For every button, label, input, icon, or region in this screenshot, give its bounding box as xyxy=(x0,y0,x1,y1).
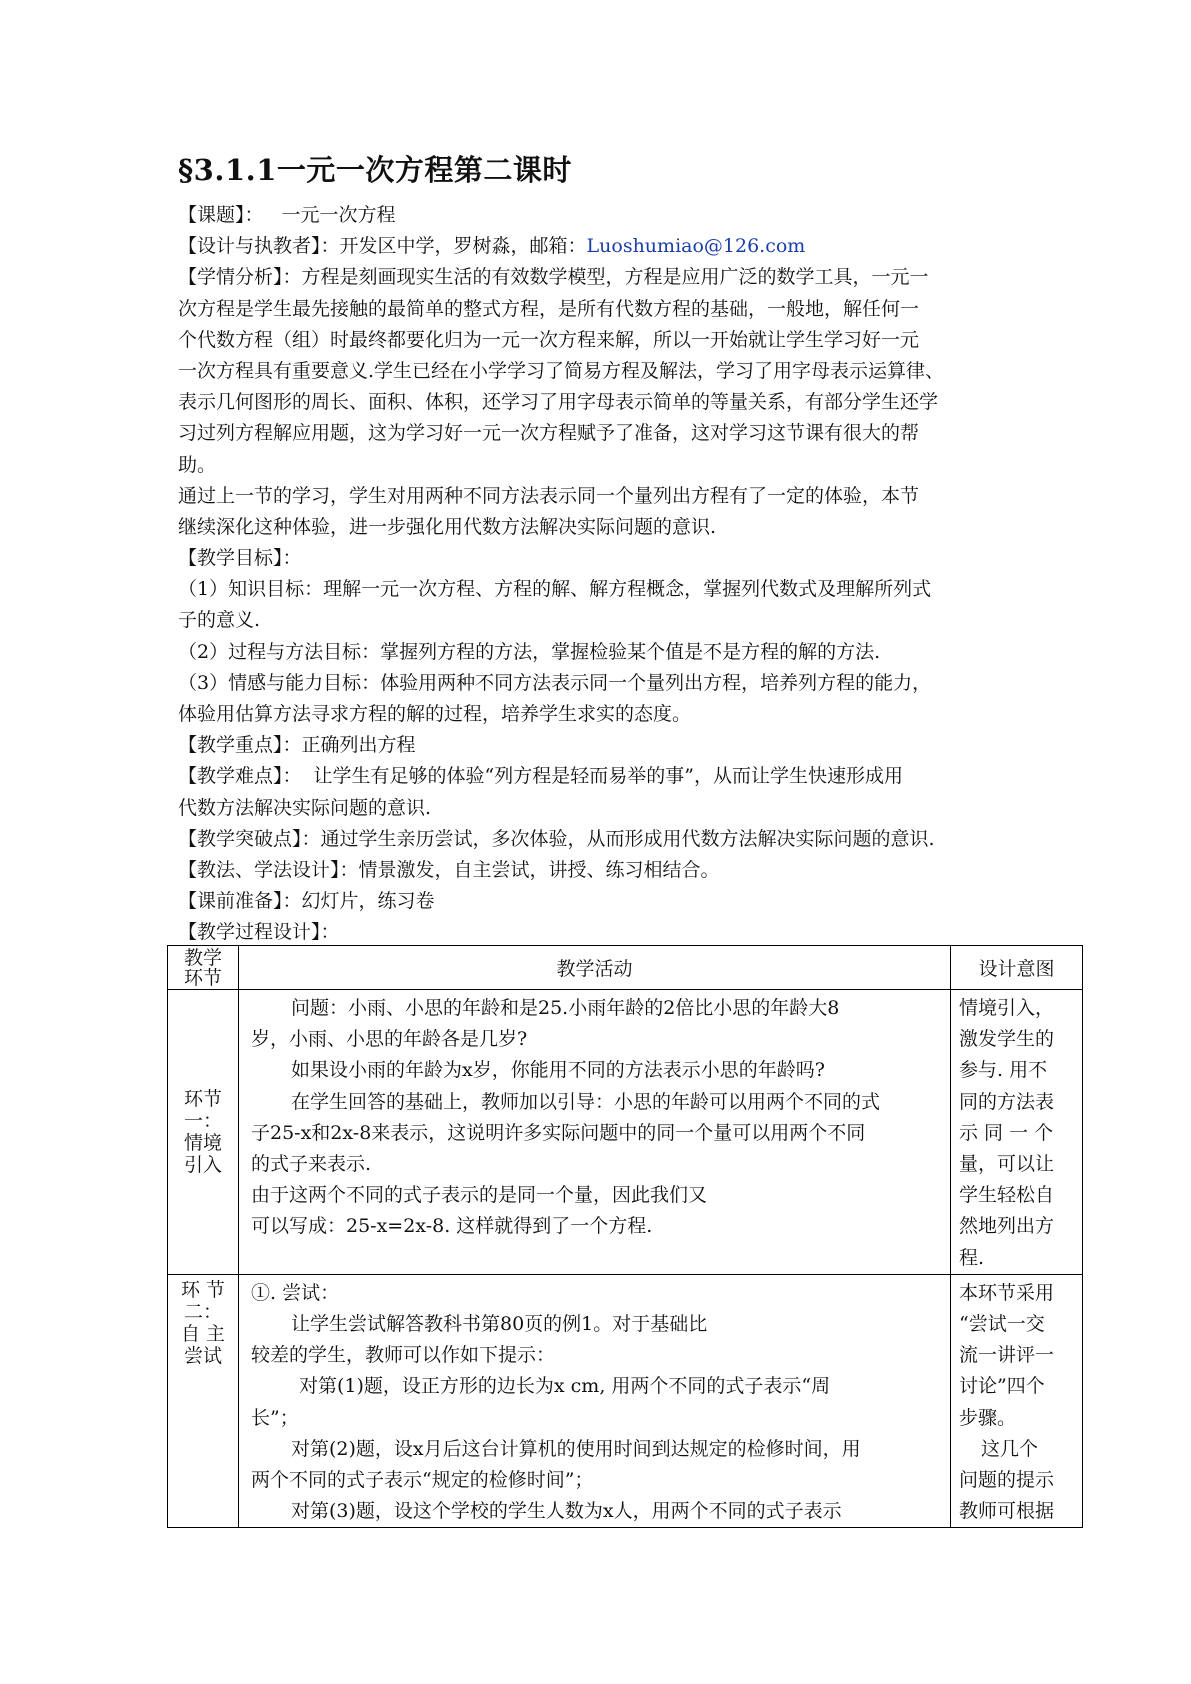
email-link[interactable]: Luoshumiao@126.com xyxy=(586,235,806,258)
goal-line: （3）情感与能力目标：体验用两种不同方法表示同一个量列出方程，培养列方程的能力， xyxy=(178,671,932,694)
analysis-line: 习过列方程解应用题，这为学习好一元一次方程赋予了准备，这对学习这节课有很大的帮 xyxy=(178,422,920,445)
analysis-line: 通过上一节的学习，学生对用两种不同方法表示同一个量列出方程有了一定的体验，本节 xyxy=(178,484,920,507)
table-row xyxy=(168,1274,1083,1528)
methods: 【教法、学法设计】：情景激发，自主尝试，讲授、练习相结合。 xyxy=(178,858,720,881)
analysis-line: 个代数方程（组）时最终都要化归为一元一次方程来解，所以一开始就让学生学习好一元 xyxy=(178,328,920,351)
goal-line: 体验用估算方法寻求方程的解的过程，培养学生求实的态度。 xyxy=(178,703,692,725)
header-stage: 教学 环节 xyxy=(168,946,239,990)
analysis-line: 一次方程具有重要意义.学生已经在小学学习了简易方程及解法，学习了用字母表示运算律、 xyxy=(178,359,945,382)
table-header-row xyxy=(168,946,1083,990)
analysis-line: 表示几何图形的周长、面积、体积，还学习了用字母表示简单的等量关系，有部分学生还学 xyxy=(178,391,939,414)
goal-line: （2）过程与方法目标：掌握列方程的方法，掌握检验某个值是不是方程的解的方法. xyxy=(178,640,881,663)
page-title: §3.1.1一元一次方程第二课时 xyxy=(178,153,572,187)
breakthrough: 【教学突破点】：通过学生亲历尝试，多次体验，从而形成用代数方法解决实际问题的意识. xyxy=(178,827,935,850)
intent-cell: 情境引入， 激发学生的 参与. 用不 同的方法表 示 同 一 个 量，可以让 学生轻松自 然地列出方 程. xyxy=(951,990,1083,1275)
header-intent: 设计意图 xyxy=(951,946,1083,990)
key-point: 【教学重点】：正确列出方程 xyxy=(178,734,416,757)
course-topic: 【课题】： 一元一次方程 xyxy=(178,204,396,226)
stage-cell: 环节 一： 情境 引入 xyxy=(168,990,239,1275)
table-row xyxy=(168,990,1083,1275)
header-activity: 教学活动 xyxy=(239,946,951,990)
process-table xyxy=(167,945,1083,1528)
designer-info: 【设计与执教者】：开发区中学，罗树淼，邮箱：Luoshumiao@126.com xyxy=(178,235,806,258)
analysis-line-0: 【学情分析】：方程是刻画现实生活的有效数学模型，方程是应用广泛的数学工具，一元一 xyxy=(178,266,929,289)
goal-line: （1）知识目标：理解一元一次方程、方程的解、解方程概念，掌握列代数式及理解所列式 xyxy=(178,578,932,601)
preparation: 【课前准备】：幻灯片，练习卷 xyxy=(178,890,435,913)
intent-cell: 本环节采用 “尝试一交 流一讲评一 讨论”四个 步骤。 这几个 问题的提示 教师可根据 xyxy=(951,1274,1083,1528)
activity-cell: 问题：小雨、小思的年龄和是25.小雨年龄的2倍比小思的年龄大8 岁，小雨、小思的年龄各是几岁? 如果设小雨的年龄为x岁，你能用不同的方法表示小思的年龄吗? 在学生回答的基础上，教师加以引导：小思的年龄可以用两个不同的式 子25-x和2x-8来表示，这说明许多实际问题中的同一个量可以用两个不同 的式子来表示. 由于这两个不同的式子表示的是同一个量，因此我们又 可以写成：25-x=2x-8. 这样就得到了一个方程. xyxy=(239,990,951,1275)
analysis-line: 继续深化这种体验，进一步强化用代数方法解决实际问题的意识. xyxy=(178,515,717,538)
analysis-line: 助。 xyxy=(178,453,217,476)
difficulty-line-0: 【教学难点】： 让学生有足够的体验“列方程是轻而易举的事”，从而让学生快速形成用 xyxy=(178,765,903,788)
stage-cell: 环 节 二： 自 主 尝试 xyxy=(168,1274,239,1528)
lesson-body xyxy=(178,200,1023,949)
goals-heading: 【教学目标】： xyxy=(178,547,302,570)
process-heading: 【教学过程设计】： xyxy=(178,921,340,944)
difficulty-line: 代数方法解决实际问题的意识. xyxy=(178,796,432,819)
analysis-line: 次方程是学生最先接触的最简单的整式方程，是所有代数方程的基础，一般地，解任何一 xyxy=(178,297,920,320)
activity-cell: ①. 尝试： 让学生尝试解答教科书第80页的例1。对于基础比 较差的学生，教师可以作如下提示： 对第(1)题，设正方形的边长为x cm, 用两个不同的式子表示“周 长”； 对第(2)题，设x月后这台计算机的使用时间到达规定的检修时间，用 两个不同的式子表示“规定的检修时间”； 对第(3)题，设这个学校的学生人数为x人，用两个不同的式子表示 xyxy=(239,1274,951,1528)
goal-line: 子的意义. xyxy=(178,609,261,632)
